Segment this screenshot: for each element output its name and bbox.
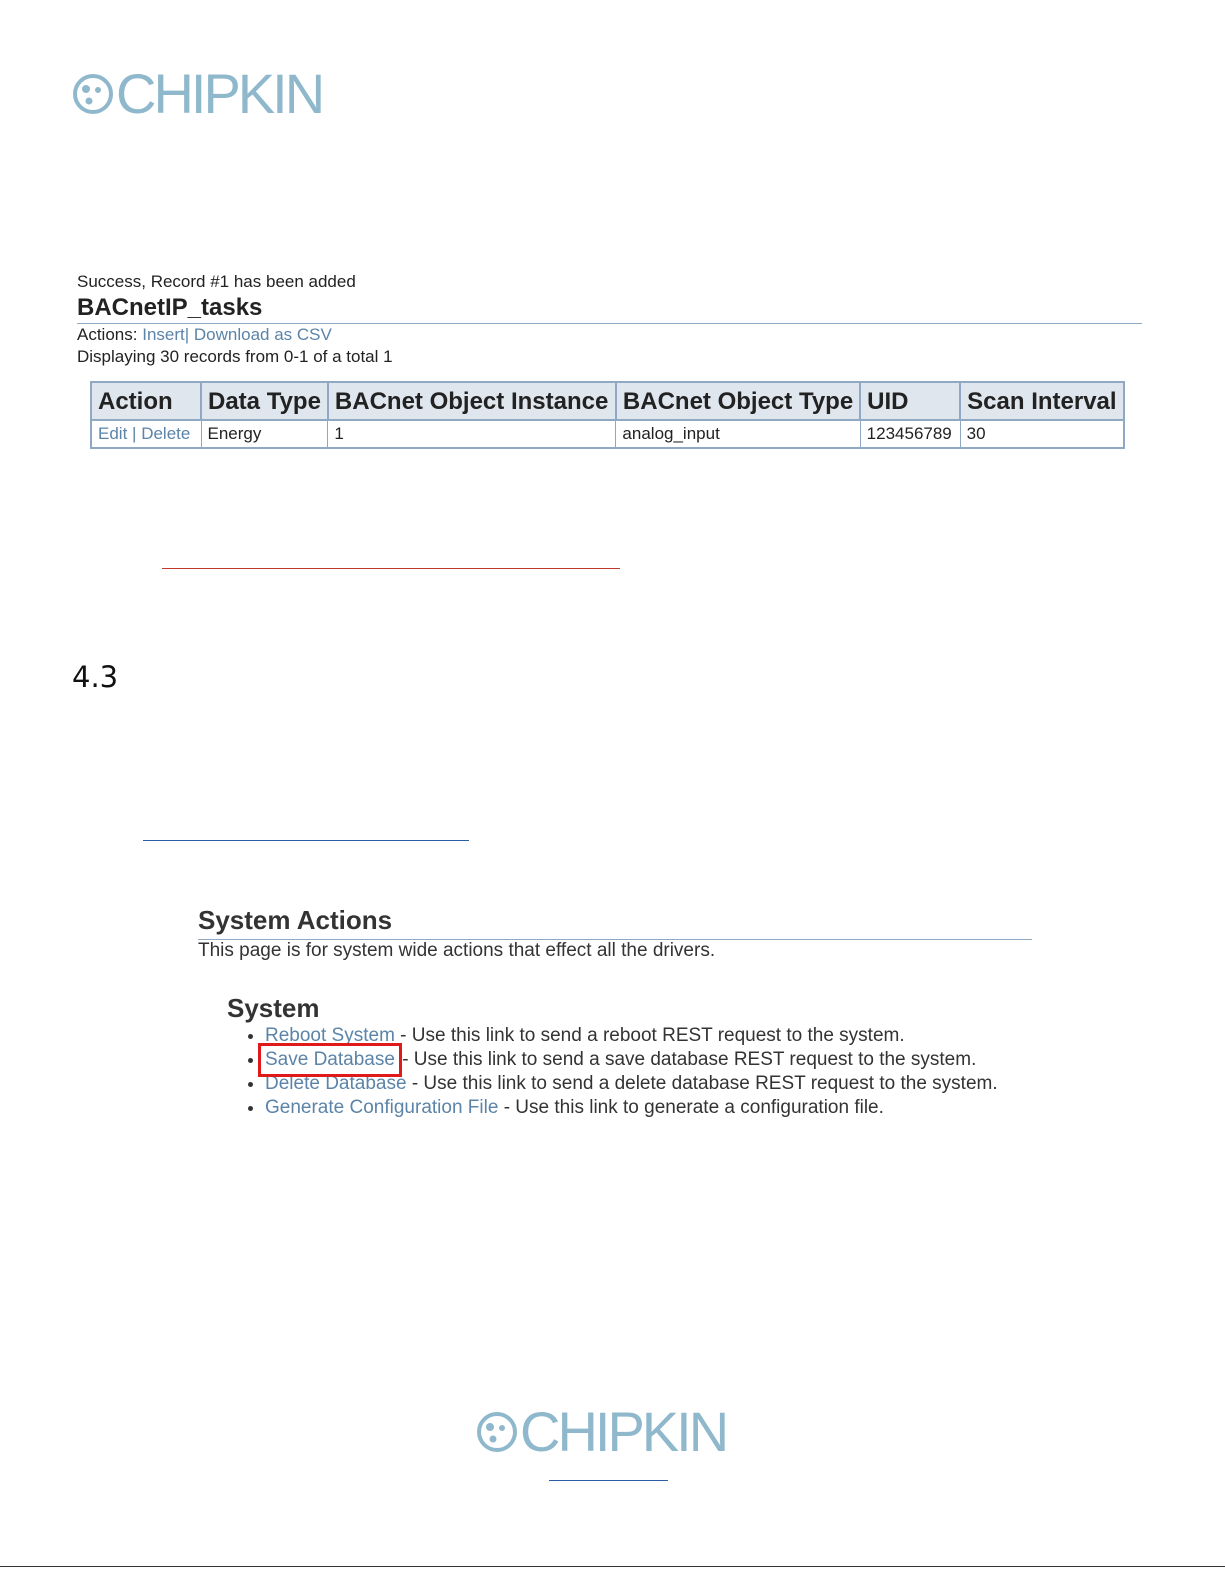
action-cell bbox=[91, 420, 201, 448]
section-number: 4.3 bbox=[72, 660, 119, 694]
item-description: - Use this link to generate a configuration file. bbox=[498, 1097, 884, 1118]
column-header: Data Type bbox=[201, 382, 328, 420]
delete-database-link[interactable]: Delete Database bbox=[265, 1073, 407, 1094]
title-divider bbox=[77, 323, 1142, 324]
chipkin-logo-icon bbox=[476, 1411, 518, 1453]
list-item bbox=[265, 1096, 998, 1120]
record-count: Displaying 30 records from 0-1 of a total 1 bbox=[77, 347, 393, 366]
table-header-row bbox=[91, 382, 1124, 420]
insert-link[interactable]: Insert| bbox=[142, 325, 190, 344]
list-item bbox=[265, 1048, 998, 1072]
item-description: - Use this link to send a delete database REST request to the system. bbox=[406, 1073, 998, 1094]
uid-cell: 123456789 bbox=[860, 420, 960, 448]
brand-name: CHIPKIN bbox=[116, 62, 323, 125]
instance-cell: 1 bbox=[328, 420, 616, 448]
column-header: Action bbox=[91, 382, 201, 420]
chipkin-logo bbox=[72, 62, 323, 125]
separator: | bbox=[132, 424, 137, 443]
chipkin-footer-logo bbox=[476, 1400, 727, 1463]
column-header: Scan Interval bbox=[960, 382, 1124, 420]
table-row bbox=[91, 420, 1124, 448]
generate-config-link[interactable]: Generate Configuration File bbox=[265, 1097, 499, 1118]
item-description: - Use this link to send a reboot REST request to the system. bbox=[394, 1025, 905, 1046]
actions-line bbox=[77, 325, 332, 345]
object-type-cell: analog_input bbox=[616, 420, 860, 448]
data-type-cell: Energy bbox=[201, 420, 328, 448]
blue-rule bbox=[143, 840, 469, 841]
table-title: BACnetIP_tasks bbox=[77, 294, 263, 321]
column-header: UID bbox=[860, 382, 960, 420]
system-actions-list bbox=[227, 1024, 998, 1120]
column-header: BACnet Object Type bbox=[616, 382, 860, 420]
success-message: Success, Record #1 has been added bbox=[77, 272, 356, 291]
system-actions-title: System Actions bbox=[198, 905, 393, 935]
footer-link-rule bbox=[549, 1480, 668, 1481]
item-description: - Use this link to send a save database REST request to the system. bbox=[396, 1049, 977, 1070]
chipkin-logo-icon bbox=[72, 73, 114, 115]
actions-label: Actions: bbox=[77, 325, 138, 344]
system-actions-description: This page is for system wide actions that effect all the drivers. bbox=[198, 940, 716, 961]
red-rule bbox=[162, 568, 620, 569]
edit-link[interactable]: Edit bbox=[98, 424, 128, 443]
delete-link[interactable]: Delete bbox=[141, 424, 191, 443]
records-table bbox=[90, 381, 1125, 449]
page-bottom-rule bbox=[0, 1566, 1225, 1567]
scan-interval-cell: 30 bbox=[960, 420, 1124, 448]
brand-name: CHIPKIN bbox=[520, 1400, 727, 1463]
reboot-system-link[interactable]: Reboot System bbox=[265, 1025, 395, 1046]
download-csv-link[interactable]: Download as CSV bbox=[193, 325, 332, 344]
list-item bbox=[265, 1072, 998, 1096]
save-database-link[interactable]: Save Database bbox=[265, 1049, 395, 1070]
system-subtitle: System bbox=[227, 993, 320, 1023]
list-item bbox=[265, 1024, 998, 1048]
column-header: BACnet Object Instance bbox=[328, 382, 616, 420]
